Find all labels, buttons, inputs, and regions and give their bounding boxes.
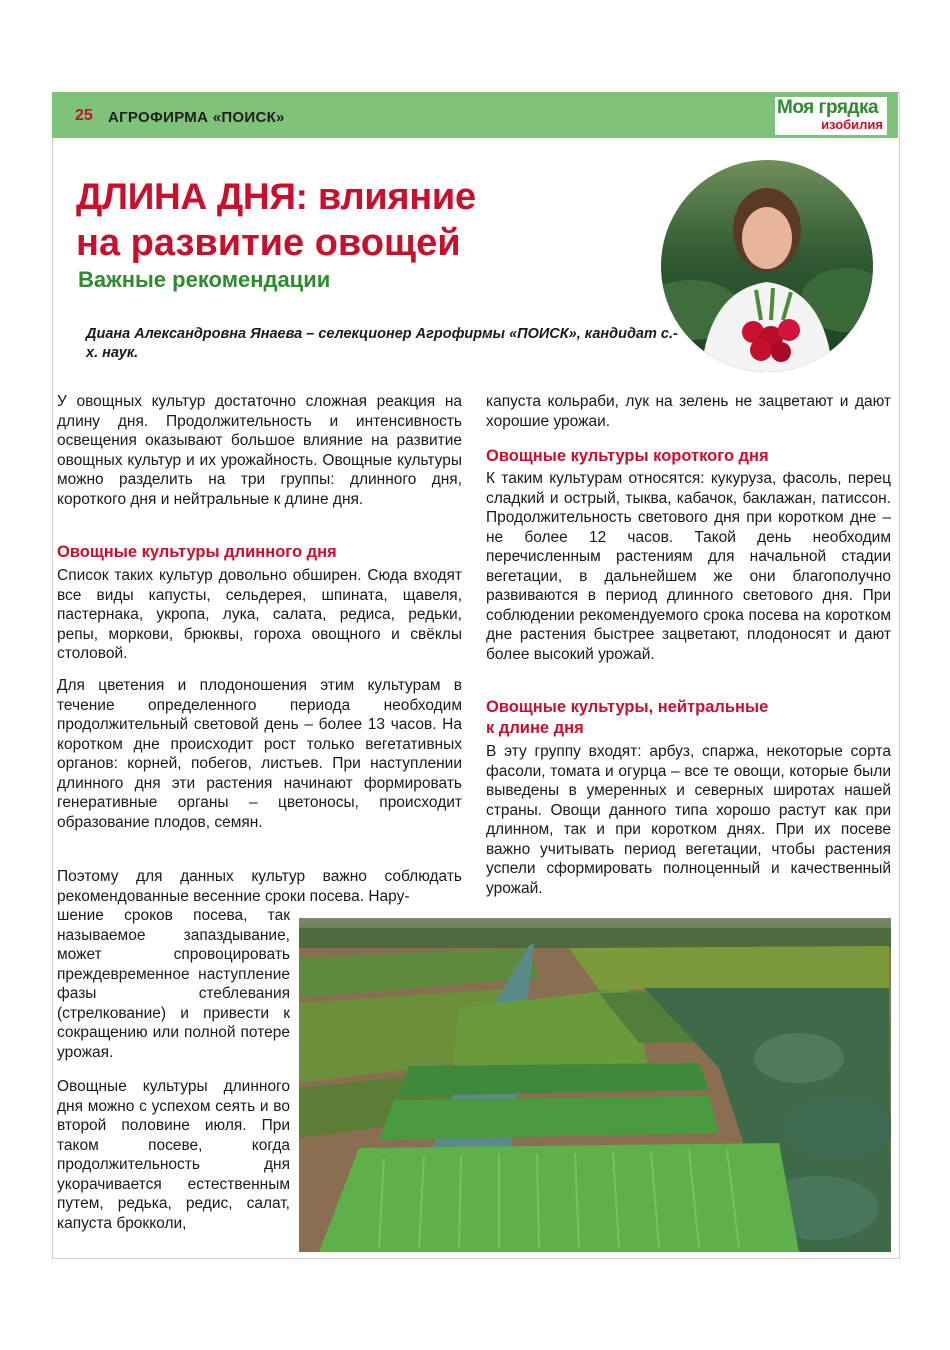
author-portrait-photo xyxy=(661,160,873,372)
logo-line-2: изобилия xyxy=(821,117,883,132)
article-title-line-2: на развитие овощей xyxy=(76,222,461,264)
author-byline: Диана Александровна Янаева – селекционер Агрофирмы «ПОИСК», кандидат с.-х. наук. xyxy=(86,326,678,361)
title-caps: ДЛИНА ДНЯ: xyxy=(76,176,308,217)
heading-short-day: Овощные культуры короткого дня xyxy=(486,447,769,465)
long-day-paragraph-2: Для цветения и плодоношения этим культурам в течение определенного периода необходим продолжительный световой день – более 13 часов. На коротком дне происходит рост только вегетативных органов: корней, побегов, листьев. При наступлении длинного дня эти растения начинают формировать генеративные органы – цветоносы, происходит образование плодов, семян. xyxy=(57,677,462,831)
article-subtitle: Важные рекомендации xyxy=(78,267,331,292)
short-day-paragraph: К таким культурам относятся: кукуруза, фасоль, перец сладкий и острый, тыква, кабачок, баклажан, патиссон. Продолжительность светового дня при коротком дне – не более 12 часов. Такой день необходим перечисленным растениям для начальной стадии вегетации, в дальнейшем же они благополучно развиваются в период длинного светового дня. При соблюдении рекомендуемого срока посева на коротком дне растения быстрее зацветают, плодоносят и дают более высокий урожай. xyxy=(486,470,891,663)
long-day-paragraph-3-top: Поэтому для данных культур важно соблюдать рекомендованные весенние сроки посева. Нару- xyxy=(57,868,462,905)
heading-neutral-line-2: к длине дня xyxy=(486,719,584,737)
heading-neutral xyxy=(486,697,891,739)
article-title-line-1 xyxy=(76,176,476,219)
heading-long-day: Овощные культуры длинного дня xyxy=(57,543,337,561)
right-continuation: капуста кольраби, лук на зелень не зацветают и дают хорошие урожаи. xyxy=(486,393,891,430)
long-day-paragraph-4: Овощные культуры длинного дня можно с успехом сеять и во второй половине июля. При таком посеве, когда продолжительность дня укорачивается естественным путем, редька, редис, салат, капуста брокколи, xyxy=(57,1078,290,1232)
intro-paragraph: У овощных культур достаточно сложная реакция на длину дня. Продолжительность и интенсивность освещения оказывают большое влияние на развитие овощных культур и их урожайность. Овощные культуры можно разделить на три группы: длинного дня, короткого дня и нейтральные к длине дня. xyxy=(57,393,462,508)
vegetable-field-photo xyxy=(299,918,891,1252)
neutral-paragraph: В эту группу входят: арбуз, спаржа, некоторые сорта фасоли, томата и огурца – все те овощи, которые были выведены в умеренных и северных широтах нашей страны. Овощи данного типа хорошо растут как при длинном, так и при коротком днях. При их посеве важно учитывать период вегетации, чтобы растения успели сформировать полноценный и качественный урожай. xyxy=(486,743,891,897)
long-day-paragraph-3-narrow: шение сроков посева, так называемое запаздывание, может спровоцировать преждевременное наступление фазы стеблевания (стрелкование) и привести к сокращению или полной потере урожая. xyxy=(57,907,290,1061)
section-title: АГРОФИРМА «ПОИСК» xyxy=(108,109,285,126)
logo-line-1: Моя грядка xyxy=(777,97,879,118)
heading-neutral-line-1: Овощные культуры, нейтральные xyxy=(486,698,769,716)
title-rest: влияние xyxy=(307,176,476,218)
magazine-logo xyxy=(775,97,887,135)
long-day-paragraph-1: Список таких культур довольно обширен. Сюда входят все виды капусты, сельдерея, шпината, щавеля, пастернака, укропа, лука, салата, редиса, редьки, репы, моркови, брюквы, гороха овощного и свёклы столовой. xyxy=(57,567,462,662)
page-number: 25 xyxy=(75,107,93,124)
